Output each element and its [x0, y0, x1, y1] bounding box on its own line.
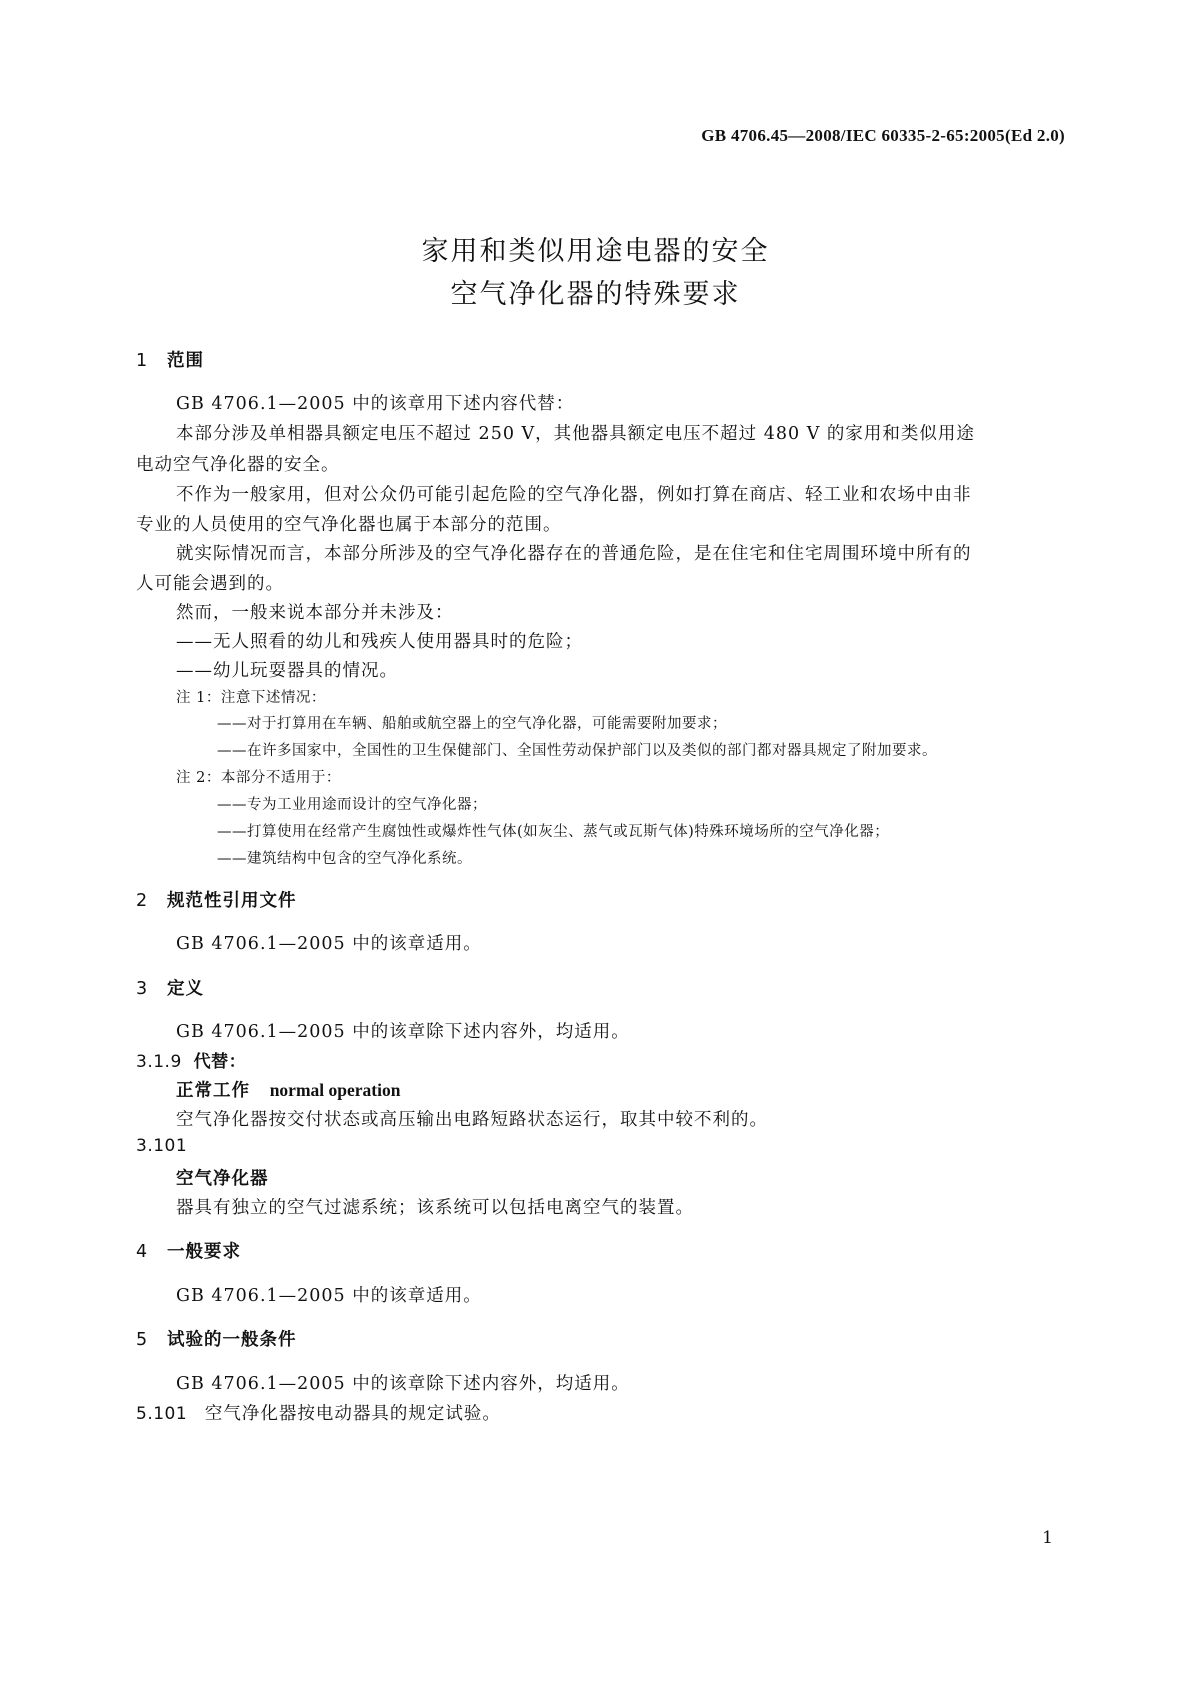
paragraph: 然而，一般来说本部分并未涉及：: [176, 603, 454, 623]
document-title: 家用和类似用途电器的安全: [421, 236, 770, 267]
paragraph: GB 4706.1—2005 中的该章用下述内容代替：: [176, 394, 575, 414]
paragraph: GB 4706.1—2005 中的该章除下述内容外，均适用。: [176, 1022, 630, 1042]
subclause-3-101: 3.101: [136, 1136, 188, 1156]
subclause-number: 3.1.9: [136, 1052, 182, 1072]
list-item: ——幼儿玩耍器具的情况。: [176, 661, 398, 681]
section-number: 2: [136, 891, 149, 911]
section-title: 一般要求: [167, 1242, 241, 1262]
section-title: 定义: [167, 979, 204, 999]
section-number: 3: [136, 979, 149, 999]
section-3-heading: [136, 975, 204, 1000]
term-definition: 器具有独立的空气过滤系统；该系统可以包括电离空气的装置。: [176, 1198, 694, 1218]
paragraph: 就实际情况而言，本部分所涉及的空气净化器存在的普通危险，是在住宅和住宅周围环境中所有的: [176, 544, 972, 564]
note-1-heading: 注 1：注意下述情况：: [176, 690, 326, 706]
section-number: 1: [136, 351, 149, 371]
standard-code: GB 4706.45—2008/IEC 60335-2-65:2005(Ed 2.0): [701, 126, 1065, 145]
subclause-3-1-9: [136, 1047, 246, 1072]
note-item: ——对于打算用在车辆、船舶或航空器上的空气净化器，可能需要附加要求；: [217, 716, 727, 732]
paragraph-continuation: 人可能会遇到的。: [136, 574, 284, 594]
subclause-number: 5.101: [136, 1404, 188, 1424]
section-number: 4: [136, 1242, 149, 1262]
term-definition: 空气净化器按交付状态或高压输出电路短路状态运行，取其中较不利的。: [176, 1110, 768, 1130]
section-4-heading: [136, 1238, 241, 1263]
section-number: 5: [136, 1330, 149, 1350]
term-normal-operation: [176, 1077, 400, 1102]
note-item: ——建筑结构中包含的空气净化系统。: [217, 851, 472, 867]
paragraph: GB 4706.1—2005 中的该章适用。: [176, 934, 482, 954]
paragraph-continuation: 电动空气净化器的安全。: [136, 455, 340, 475]
section-5-heading: [136, 1326, 297, 1351]
paragraph: GB 4706.1—2005 中的该章除下述内容外，均适用。: [176, 1374, 630, 1394]
subclause-5-101: [136, 1400, 501, 1425]
note-item: ——专为工业用途而设计的空气净化器；: [217, 797, 487, 813]
subclause-text: 空气净化器按电动器具的规定试验。: [204, 1404, 501, 1424]
note-2-heading: 注 2：本部分不适用于：: [176, 770, 341, 786]
paragraph: 不作为一般家用，但对公众仍可能引起危险的空气净化器，例如打算在商店、轻工业和农场中由非: [176, 485, 972, 505]
paragraph: 本部分涉及单相器具额定电压不超过 250 V，其他器具额定电压不超过 480 V 的家用和类似用途: [176, 424, 975, 444]
paragraph-continuation: 专业的人员使用的空气净化器也属于本部分的范围。: [136, 515, 562, 535]
section-title: 范围: [167, 351, 204, 371]
list-item: ——无人照看的幼儿和残疾人使用器具时的危险；: [176, 632, 583, 652]
section-1-heading: [136, 347, 204, 372]
term-english: normal operation: [269, 1080, 401, 1100]
section-2-heading: [136, 887, 297, 912]
paragraph: GB 4706.1—2005 中的该章适用。: [176, 1286, 482, 1306]
document-subtitle: 空气净化器的特殊要求: [450, 279, 741, 310]
page-number: 1: [1042, 1528, 1053, 1548]
section-title: 试验的一般条件: [167, 1330, 297, 1350]
subclause-label: 代替：: [193, 1052, 247, 1072]
term-air-cleaner: 空气净化器: [176, 1169, 269, 1189]
term-chinese: 正常工作: [176, 1081, 250, 1101]
note-item: ——在许多国家中，全国性的卫生保健部门、全国性劳动保护部门以及类似的部门都对器具规定了附加要求。: [217, 743, 937, 759]
note-item: ——打算使用在经常产生腐蚀性或爆炸性气体(如灰尘、蒸气或瓦斯气体)特殊环境场所的空气净化器；: [217, 824, 890, 840]
section-title: 规范性引用文件: [167, 891, 297, 911]
